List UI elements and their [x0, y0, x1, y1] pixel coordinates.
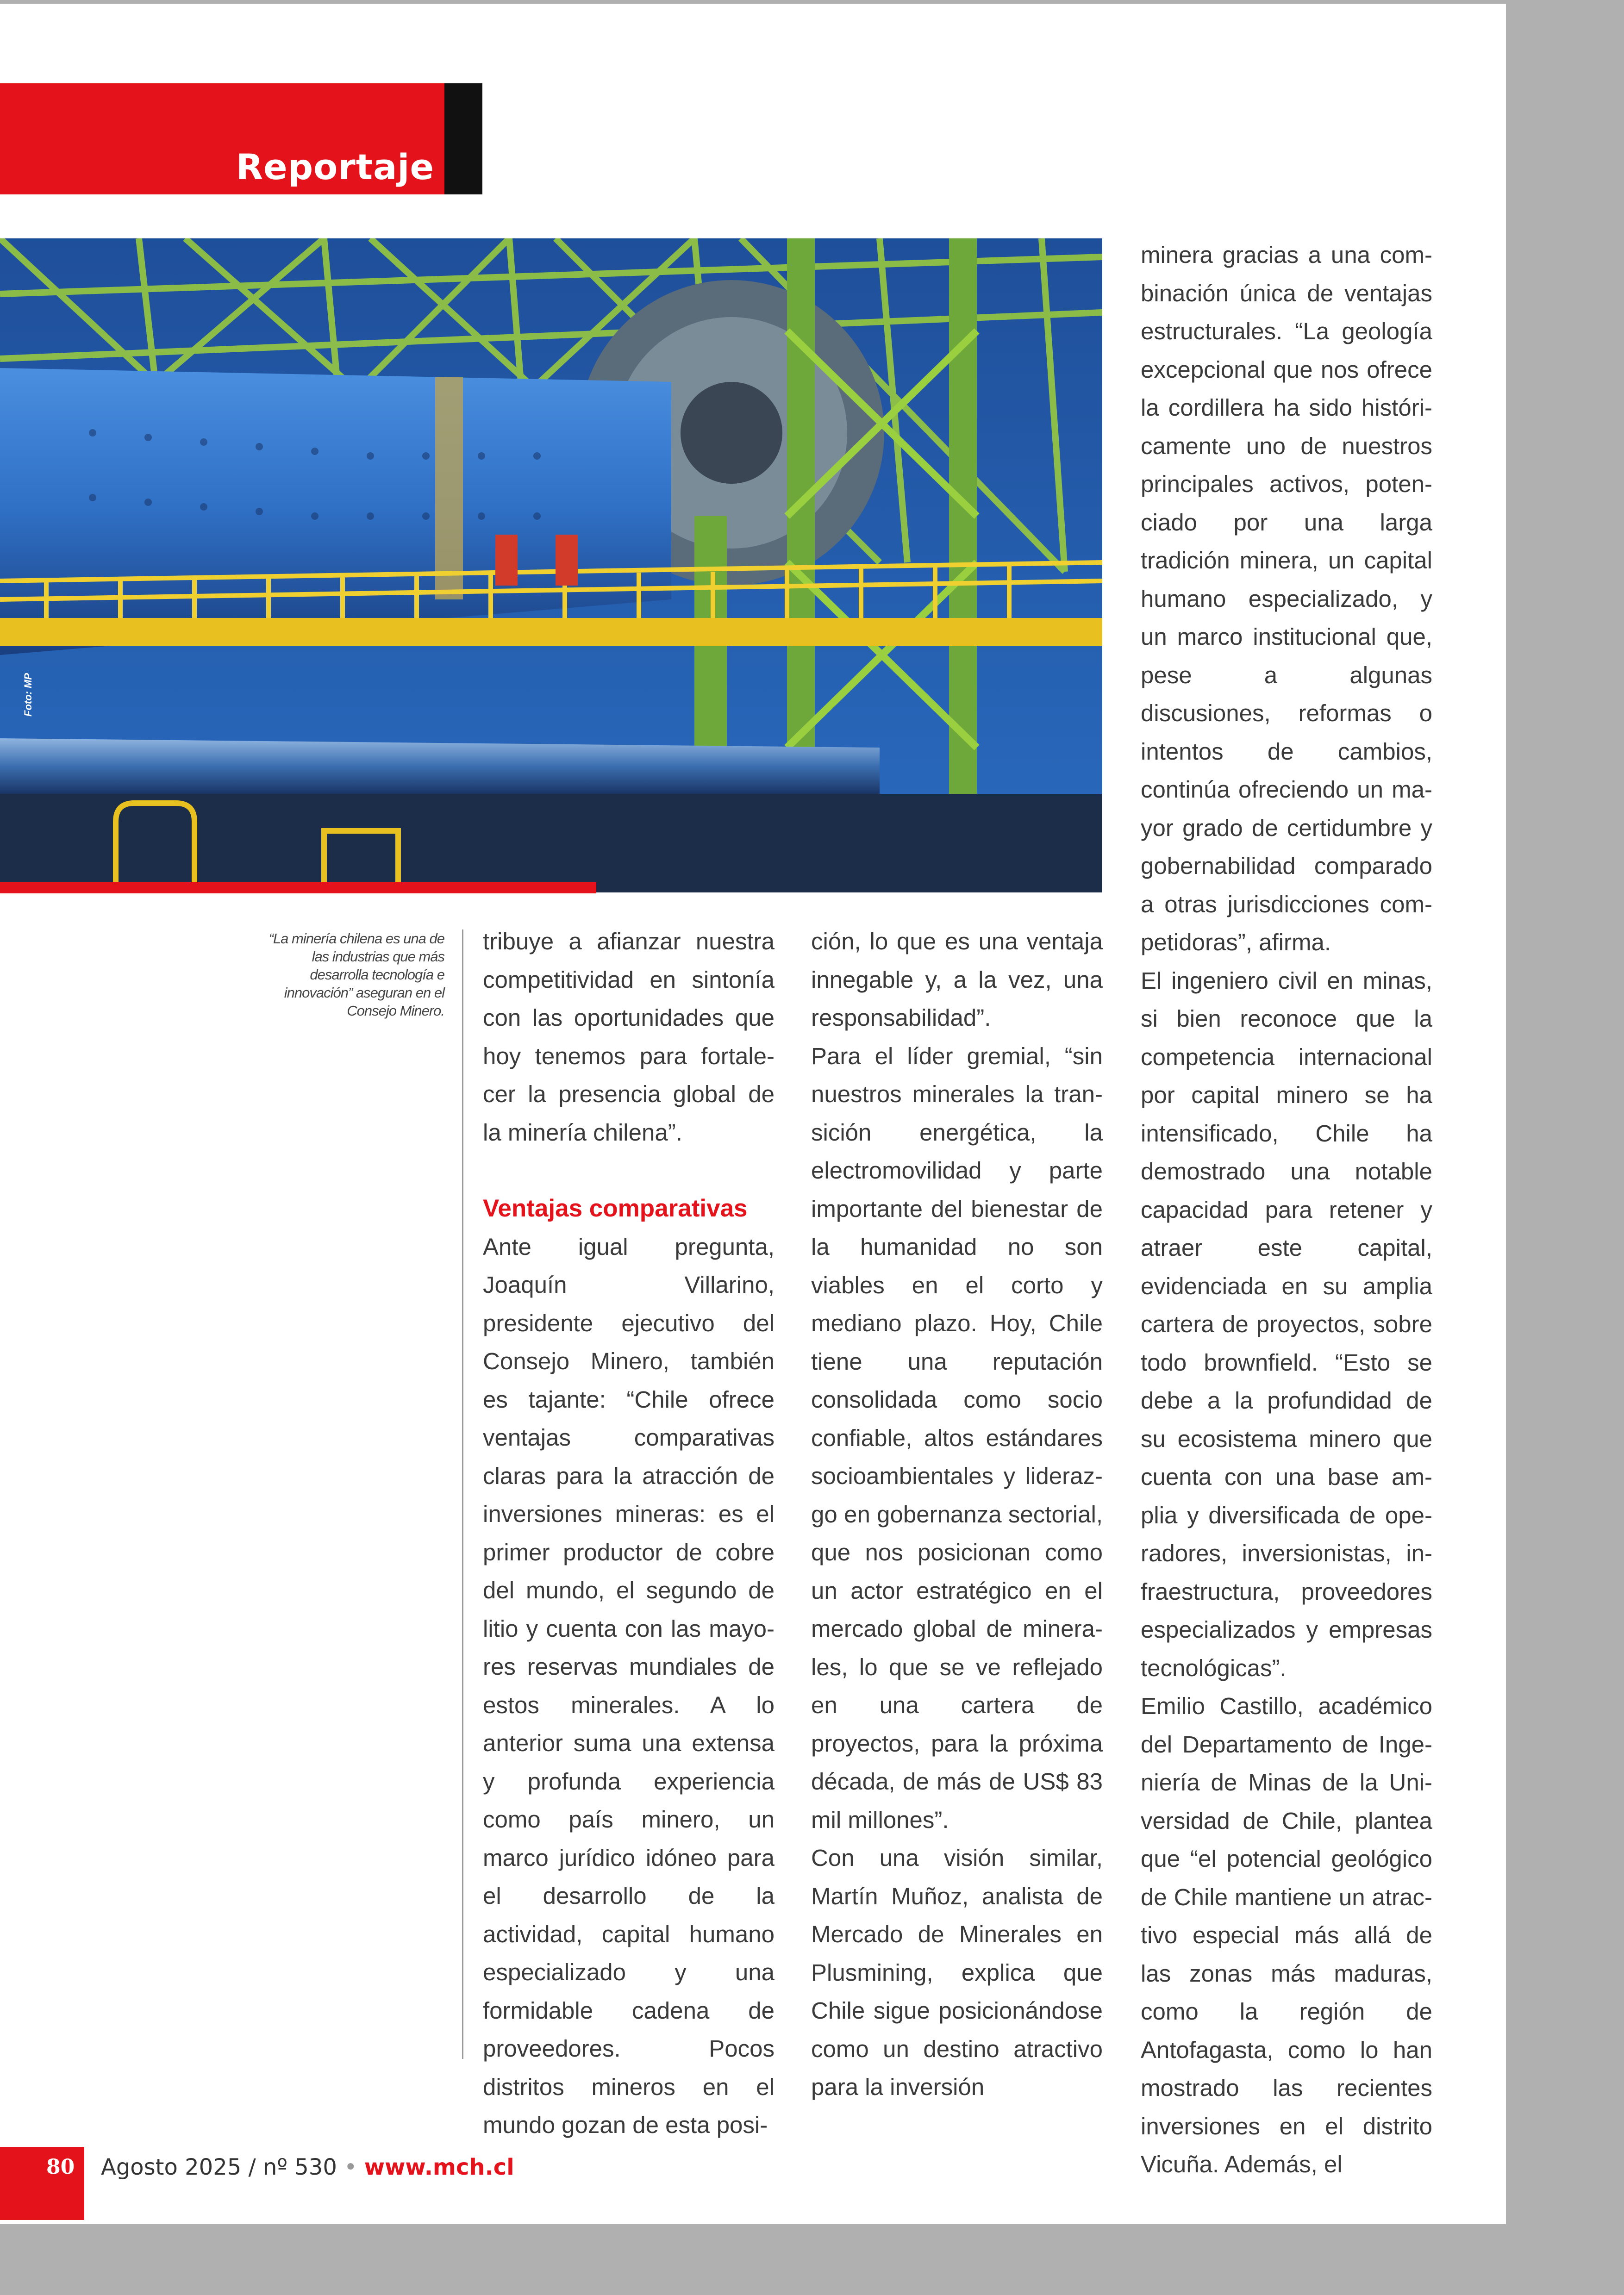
photo-caption: “La minería chilena es una de las industrias que más desarrolla tecnología e innovación” aseguran en el Consejo Minero.: [269, 930, 444, 1019]
paragraph: minera gracias a una combinación única de ventajas estructurales. “La geología excepcional que nos ofrece la cordillera ha sido históricamente uno de nuestros principales activos, potenciado por una larga tradición minera, un capital humano especializado, y un marco institucional que, pese a algunas discusiones, reformas o intentos de cambios, continúa ofreciendo un mayor grado de certidumbre y gobernabilidad comparado a otras jurisdicciones competidoras”, afirma.: [1141, 242, 1432, 955]
paragraph: Ante igual pregunta, Joaquín Villarino, presidente ejecutivo del Consejo Minero, también es tajante: “Chile ofrece ventajas comparativas claras para la atracción de inversiones mineras: es el primer productor de cobre del mundo, el segundo de litio y cuenta con las mayores reservas mundiales de estos minerales. A lo anterior suma una extensa y profunda experiencia como país minero, un marco jurídico idóneo para el desarrollo de la actividad, capital humano especializado y una formidable cadena de proveedores. Pocos distritos mineros en el mundo gozan de esta posi-: [483, 1233, 775, 2138]
mining-plant-illustration: [0, 238, 1102, 892]
paragraph: tribuye a afianzar nuestra competitividad en sintonía con las oportunidades que hoy tenemos para fortalecer la presencia global de la minería chilena”.: [483, 928, 775, 1146]
magazine-page: [0, 4, 1506, 2224]
photo-credit: Foto: MP: [22, 673, 34, 717]
paragraph: Emilio Castillo, académico del Departamento de Ingeniería de Minas de la Universidad de Chile, plantea que “el potencial geológico de Chile mantiene un atractivo especial más allá de las zonas más maduras, como la región de Antofagasta, como lo han mostrado las recientes inversiones en el distrito Vicuña. Además, el: [1141, 1693, 1432, 2177]
paragraph: Para el líder gremial, “sin nuestros minerales la transición energética, la electromovilidad y parte importante del bienestar de la humanidad no son viables en el corto y mediano plazo. Hoy, Chile tiene una reputación consolidada como socio confiable, altos estándares socioambientales y liderazgo en gobernanza sectorial, que nos posicionan como un actor estratégico en el mercado global de minerales, lo que se ve reflejado en una cartera de proyectos, para la próxima década, de más de US$ 83 mil millones”.: [811, 1042, 1103, 1833]
article-column-2: [811, 923, 1103, 2107]
website-link[interactable]: www.mch.cl: [364, 2154, 514, 2180]
section-title: Reportaje: [236, 146, 434, 187]
section-header-accent: [444, 83, 482, 194]
issue-info: Agosto 2025 / nº 530: [101, 2154, 337, 2180]
paragraph: Con una visión similar, Martín Muñoz, analista de Mercado de Minerales en Plusmining, explica que Chile sigue posicionándose como un destino atractivo para la inversión: [811, 1845, 1103, 2100]
column-divider: [462, 929, 463, 2059]
footer-separator: •: [344, 2154, 357, 2180]
photo-accent-stripe: [0, 882, 596, 893]
footer-issue-line: [101, 2154, 514, 2180]
article-column-1: [483, 923, 775, 2145]
article-column-3: [1141, 236, 1432, 2184]
mining-plant-photo: [0, 238, 1102, 892]
paragraph: El ingeniero civil en minas, si bien reconoce que la competencia internacional por capital minero se ha intensificado, Chile ha demostrado una notable capacidad para retener y atraer este capital, evidenciada en su amplia cartera de proyectos, sobre todo brownfield. “Esto se debe a la profundidad de su ecosistema minero que cuenta con una base amplia y diversificada de operadores, inversionistas, infraestructura, proveedores especializados y empresas tecnológicas”.: [1141, 967, 1432, 1681]
paragraph: ción, lo que es una ventaja innegable y, a la vez, una responsabilidad”.: [811, 928, 1103, 1031]
page-number: 80: [46, 2155, 75, 2179]
subheading: Ventajas comparativas: [483, 1195, 748, 1222]
